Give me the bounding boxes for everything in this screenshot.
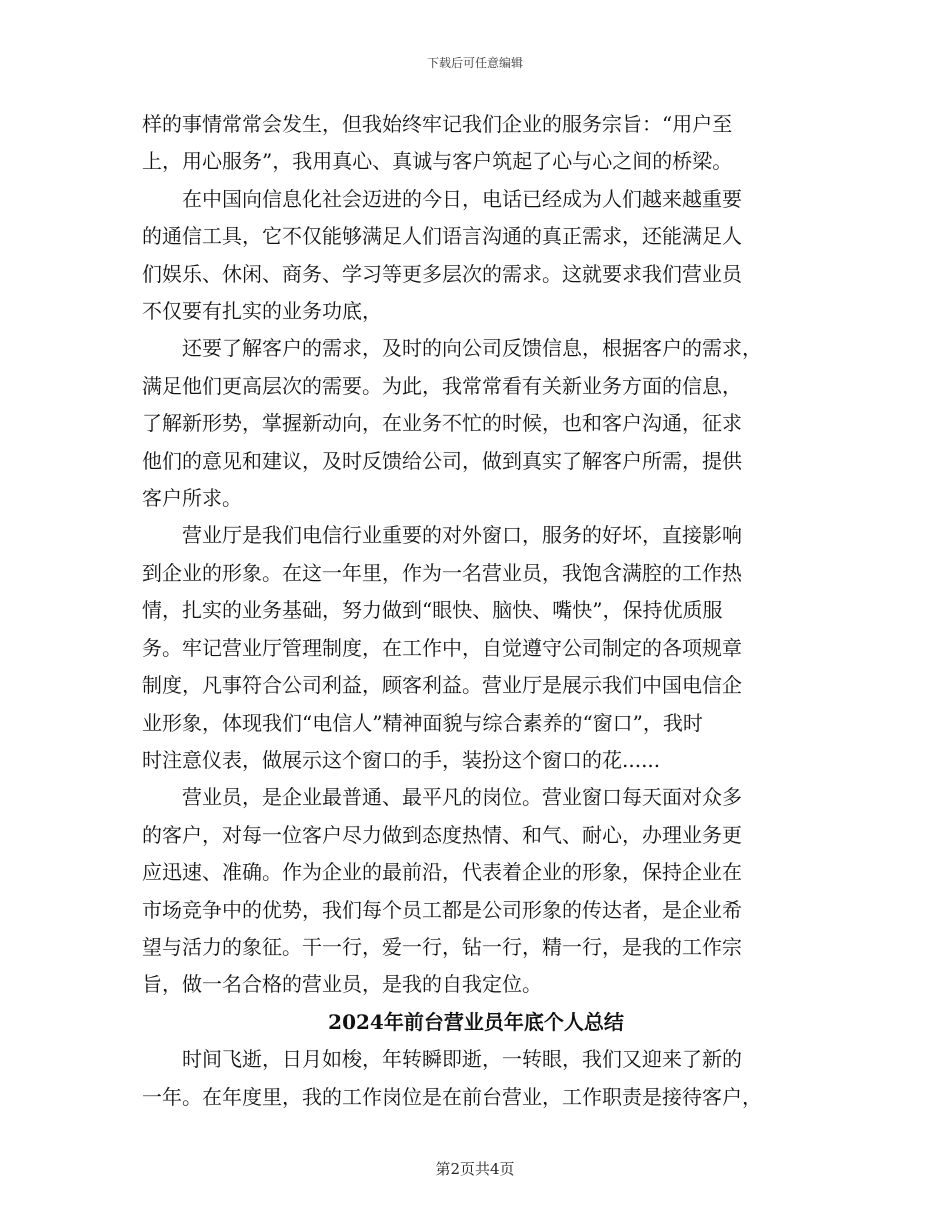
text-line: 一年。在年度里，我的工作岗位是在前台营业，工作职责是接待客户， (142, 1084, 762, 1109)
text-line: 应迅速、准确。作为企业的最前沿，代表着企业的形象，保持企业在 (142, 860, 742, 885)
text-line: 制度，凡事符合公司利益，顾客利益。营业厅是展示我们中国电信企 (142, 673, 742, 698)
text-line: 时间飞逝，日月如梭，年转瞬即逝，一转眼，我们又迎来了新的 (182, 1047, 742, 1072)
text-line: 望与活力的象征。干一行，爱一行，钻一行，精一行，是我的工作宗 (142, 934, 742, 959)
paragraph-4 (142, 517, 810, 779)
paragraph-5 (142, 779, 810, 1003)
text-line: 在中国向信息化社会迈进的今日，电话已经成为人们越来越重要 (182, 186, 742, 211)
document-body (142, 106, 810, 1116)
text-line: 到企业的形象。在这一年里，作为一名营业员，我饱含满腔的工作热 (142, 560, 742, 585)
text-line: 不仅要有扎实的业务功底， (142, 299, 382, 324)
text-line: 营业厅是我们电信行业重要的对外窗口，服务的好坏，直接影响 (182, 523, 742, 548)
page-footer: 第2页共4页 (435, 1160, 515, 1178)
page-header: 下载后可任意编辑 (426, 56, 523, 70)
text-line: 客户所求。 (142, 486, 242, 511)
paragraph-2 (142, 181, 810, 331)
paragraph-3 (142, 330, 810, 517)
text-line: 上，用心服务”，我用真心、真诚与客户筑起了心与心之间的桥梁。 (142, 149, 733, 174)
text-line: 时注意仪表，做展示这个窗口的手，装扮这个窗口的花...... (142, 747, 661, 772)
text-line: 务。牢记营业厅管理制度，在工作中，自觉遵守公司制定的各项规章 (142, 635, 742, 660)
text-line: 的通信工具，它不仅能够满足人们语言沟通的真正需求，还能满足人 (142, 224, 742, 249)
text-line: 还要了解客户的需求，及时的向公司反馈信息，根据客户的需求， (182, 336, 762, 361)
text-line: 了解新形势，掌握新动向，在业务不忙的时候，也和客户沟通，征求 (142, 411, 742, 436)
section-title: 2024年前台营业员年底个人总结 (328, 1009, 624, 1034)
text-line: 样的事情常常会发生，但我始终牢记我们企业的服务宗旨：“用户至 (142, 112, 733, 136)
text-line: 的客户，对每一位客户尽力做到态度热情、和气、耐心，办理业务更 (142, 822, 742, 847)
text-line: 市场竞争中的优势，我们每个员工都是公司形象的传达者，是企业希 (142, 897, 742, 922)
text-line: 旨，做一名合格的营业员，是我的自我定位。 (142, 972, 542, 997)
text-line: 他们的意见和建议，及时反馈给公司，做到真实了解客户所需，提供 (142, 448, 742, 473)
paragraph-6 (142, 1041, 810, 1116)
text-line: 营业员，是企业最普通、最平凡的岗位。营业窗口每天面对众多 (182, 785, 742, 810)
text-line: 业形象，体现我们“电信人”精神面貌与综合素养的“窗口”，我时 (142, 710, 703, 735)
text-line: 满足他们更高层次的需要。为此，我常常看有关新业务方面的信息， (142, 373, 742, 398)
text-line: 情，扎实的业务基础，努力做到“眼快、脑快、嘴快”，保持优质服 (142, 598, 723, 623)
text-line: 们娱乐、休闲、商务、学习等更多层次的需求。这就要求我们营业员 (142, 261, 742, 286)
paragraph-1 (142, 106, 810, 181)
